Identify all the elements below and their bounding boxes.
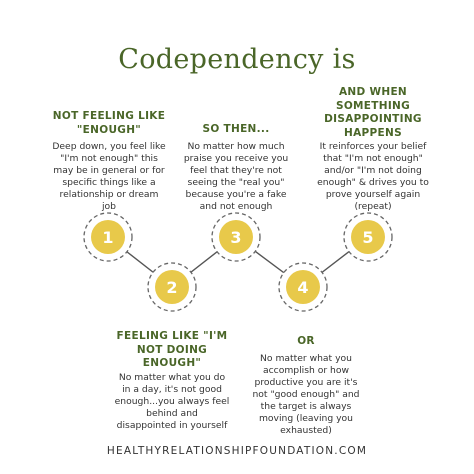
step-5-heading: AND WHEN SOMETHING DISAPPOINTING HAPPENS <box>324 86 422 139</box>
step-4-text: No matter what you accomplish or how productive you are it's not "good enough" and the target is always moving (leaving you exhausted) <box>252 353 360 436</box>
step-4-heading: OR <box>297 335 315 347</box>
step-2-heading: FEELING LIKE "I'M NOT DOING ENOUGH" <box>116 330 228 369</box>
step-1-number: 1 <box>102 228 114 247</box>
step-4-node <box>279 263 327 311</box>
step-1-node <box>84 213 132 261</box>
step-1-text: Deep down, you feel like "I'm not enough" this may be in general or for specific things like a relationship or dream job <box>52 141 166 212</box>
step-3-node <box>212 213 260 261</box>
step-2-text: No matter what you do in a day, it's not good enough...you always feel behind and disappointed in yourself <box>114 372 230 431</box>
step-2-node <box>148 263 196 311</box>
step-3-heading: SO THEN... <box>202 123 270 135</box>
step-2-number: 2 <box>166 278 178 297</box>
step-1-heading: NOT FEELING LIKE "ENOUGH" <box>52 110 166 136</box>
step-3-text: No matter how much praise you receive you feel that they're not seeing the "real you" because you're a fake and not enough <box>183 141 289 212</box>
step-3-number: 3 <box>230 228 242 247</box>
step-5-text: It reinforces your belief that "I'm not enough" and/or "I'm not doing enough" & drives you to prove yourself again (repeat) <box>317 141 429 212</box>
footer-website: HEALTHYRELATIONSHIPFOUNDATION.COM <box>106 445 368 457</box>
step-4-number: 4 <box>297 278 309 297</box>
step-5-node <box>344 213 392 261</box>
step-5-number: 5 <box>362 228 374 247</box>
diagram-title: Codependency is <box>118 44 356 75</box>
